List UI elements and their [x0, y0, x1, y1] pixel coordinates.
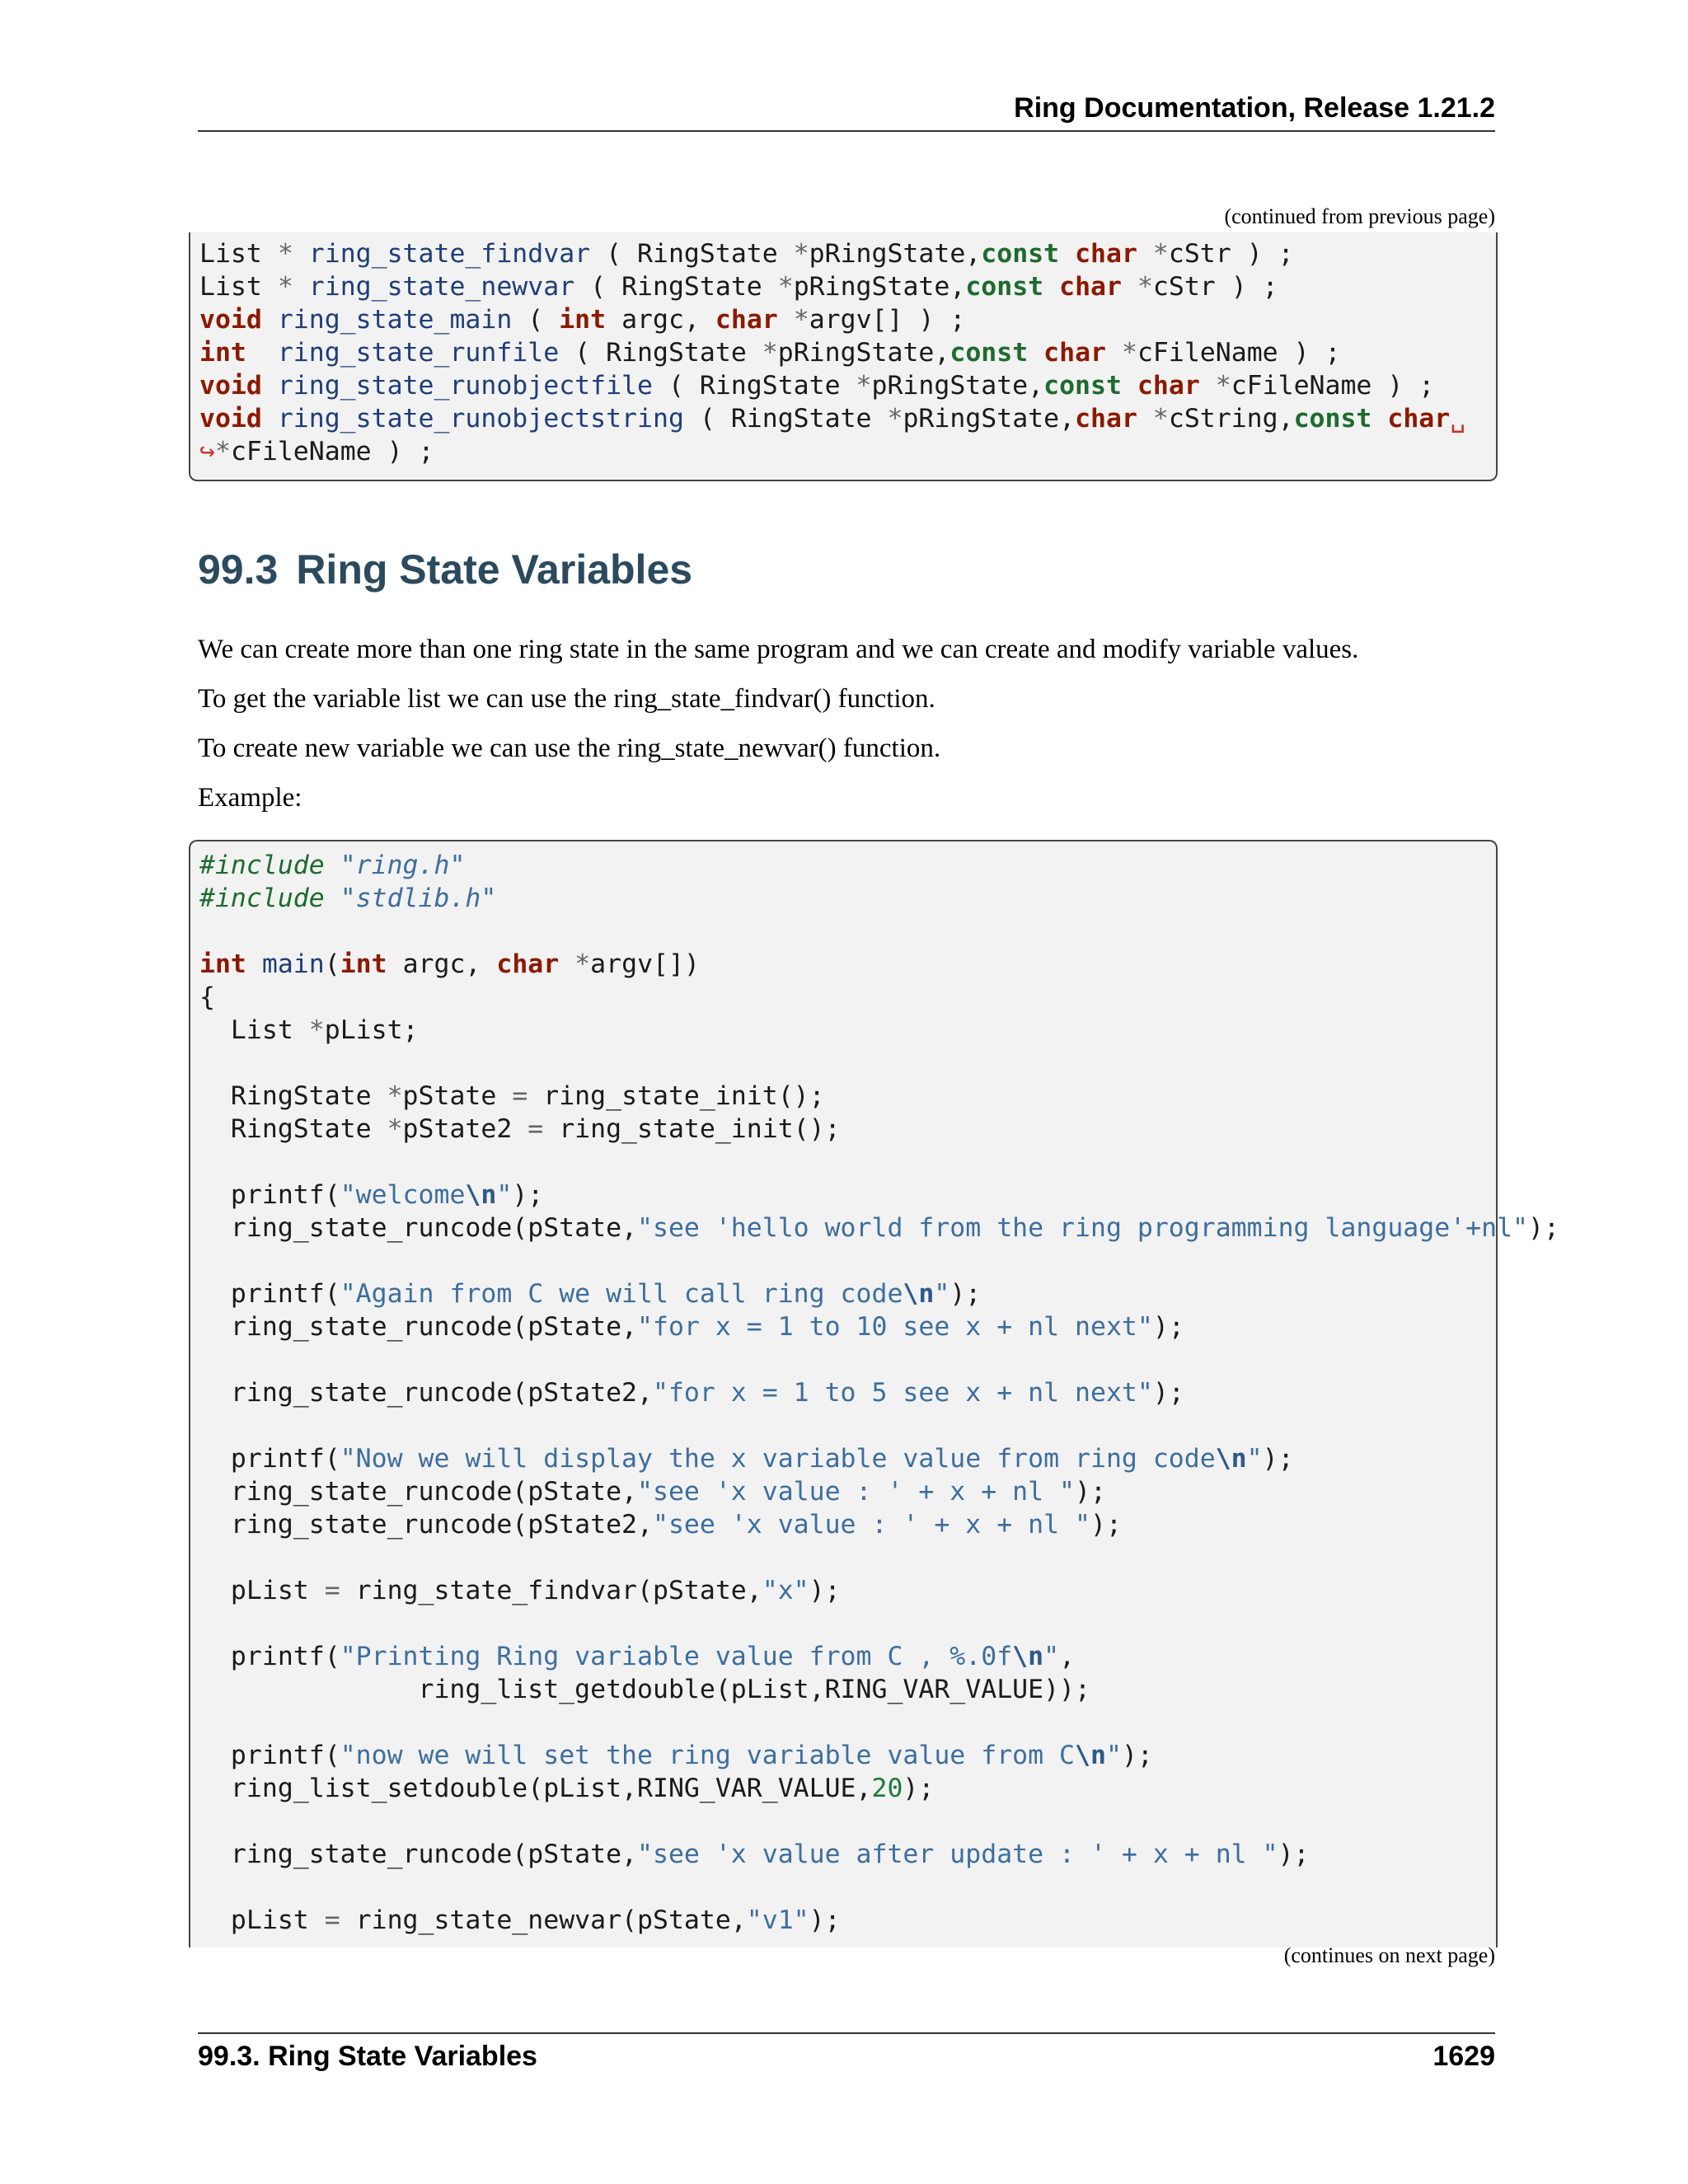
code-token: * [1215, 371, 1231, 401]
code-token: "Printing Ring variable value from C , %.0f [340, 1642, 1013, 1671]
code-token: ); [950, 1279, 982, 1309]
code-token: int [199, 949, 246, 979]
code-token: int [559, 305, 607, 335]
code-token: ↪ [199, 437, 215, 466]
code-token: ring_state_init(); [543, 1114, 841, 1144]
code-token: const [950, 338, 1029, 368]
code-line [199, 435, 1496, 468]
code-token: * [793, 305, 809, 335]
code-token: * [387, 1081, 403, 1111]
code-token [1028, 338, 1043, 368]
code-token: * [1137, 272, 1153, 302]
code-token: const [1293, 404, 1372, 434]
paragraph-findvar: To get the variable list we can use the ring_state_findvar() function. [198, 684, 935, 714]
code-token: char [1075, 404, 1137, 434]
code-token: ring_state_runcode(pState2, [199, 1510, 653, 1540]
code-token: cString, [1168, 404, 1294, 434]
code-token: * [856, 371, 872, 401]
code-token: ( [512, 305, 560, 335]
code-line [199, 1047, 1496, 1080]
code-token: ( [324, 949, 340, 979]
code-token: char [715, 305, 778, 335]
code-token: ); [809, 1576, 841, 1605]
code-token: * [387, 1114, 403, 1144]
code-token: " [934, 1279, 950, 1309]
code-token: cStr ) ; [1168, 239, 1294, 269]
code-token: ring_state_runcode(pState2, [199, 1378, 653, 1408]
code-token: \n [903, 1279, 935, 1309]
code-token: "for x = 1 to 10 see x + nl next" [637, 1312, 1153, 1342]
code-line [199, 369, 1496, 402]
code-token: ring_state_newvar(pState, [340, 1905, 747, 1935]
code-token: = [324, 1905, 340, 1935]
code-token: "Now we will display the x variable value from ring code [340, 1444, 1216, 1474]
running-header-title: Ring Documentation, Release 1.21.2 [1014, 92, 1495, 124]
code-line [199, 1871, 1496, 1904]
paragraph-newvar: To create new variable we can use the ring_state_newvar() function. [198, 733, 941, 763]
code-token: #include [199, 883, 325, 913]
code-token: const [965, 272, 1044, 302]
code-token: char [496, 949, 560, 979]
code-token: pRingState, [793, 272, 966, 302]
code-line [199, 237, 1496, 270]
continued-from-caption: (continued from previous page) [1224, 204, 1495, 228]
code-token: pList [199, 1905, 325, 1935]
code-token: = [324, 1576, 340, 1605]
code-token: ring_state_runcode(pState, [199, 1840, 638, 1869]
code-token: ); [1121, 1741, 1153, 1770]
code-token: "ring.h" [340, 851, 466, 880]
code-token: * [1152, 239, 1169, 269]
code-token [1043, 272, 1059, 302]
code-line [199, 1212, 1559, 1244]
code-token: " [1043, 1642, 1060, 1671]
code-token: ); [809, 1905, 841, 1935]
code-line [199, 1673, 1496, 1706]
code-line [199, 1739, 1496, 1772]
code-token: ring_state_runcode(pState, [199, 1477, 638, 1507]
code-line [199, 915, 1496, 948]
code-token: cFileName ) ; [230, 437, 434, 466]
code-token: * [277, 272, 293, 302]
code-token: ␣ [1450, 404, 1466, 434]
code-token: "for x = 1 to 5 see x + nl next" [652, 1378, 1153, 1408]
code-token: "see 'x value : ' + x + nl " [652, 1510, 1090, 1540]
code-token: * [1121, 338, 1137, 368]
code-token [262, 371, 278, 401]
code-token [778, 305, 794, 335]
code-token: ); [903, 1774, 935, 1803]
code-token: * [574, 949, 591, 979]
code-token: ring_state_init(); [528, 1081, 825, 1111]
code-line [199, 270, 1496, 303]
code-token: * [762, 338, 778, 368]
code-token [1137, 239, 1153, 269]
code-token: argc, [606, 305, 715, 335]
code-token: pRingState, [809, 239, 982, 269]
code-token: cStr ) ; [1152, 272, 1278, 302]
section-heading [198, 546, 692, 593]
code-token: pRingState, [871, 371, 1044, 401]
code-token: ( RingState [652, 371, 856, 401]
code-line [199, 1607, 1496, 1640]
code-token: ); [1528, 1213, 1559, 1243]
code-token: \n [1012, 1642, 1044, 1671]
code-line [199, 1179, 1496, 1212]
code-token: char [1137, 371, 1200, 401]
code-token: ring_state_findvar(pState, [340, 1576, 762, 1605]
code-line [199, 1838, 1496, 1871]
code-line [199, 336, 1496, 369]
code-token: ); [1278, 1840, 1310, 1869]
code-token: "x" [762, 1576, 809, 1605]
code-token: printf( [199, 1444, 340, 1474]
code-token [1122, 371, 1137, 401]
code-line [199, 1343, 1496, 1376]
code-token: pRingState, [903, 404, 1076, 434]
code-token: int [340, 949, 387, 979]
code-token: argv[]) [590, 949, 700, 979]
code-token: \n [465, 1180, 497, 1210]
section-title-text: Ring State Variables [296, 546, 693, 593]
code-token: RingState [199, 1114, 387, 1144]
code-token [1372, 404, 1387, 434]
code-line [199, 303, 1496, 336]
code-token [325, 851, 340, 880]
code-token: "see 'x value after update : ' + x + nl " [637, 1840, 1278, 1869]
code-line [199, 1640, 1496, 1673]
code-token: List [199, 272, 278, 302]
code-token: ring_state_newvar [308, 272, 575, 302]
code-token: char [1075, 239, 1137, 269]
code-token: * [793, 239, 809, 269]
code-line [199, 1244, 1496, 1277]
code-token: ); [512, 1180, 544, 1210]
code-token: ring_list_setdouble(pList,RING_VAR_VALUE, [199, 1774, 872, 1803]
code-line [199, 1113, 1496, 1146]
paragraph-intro: We can create more than one ring state in the same program and we can create and modify variable values. [198, 635, 1359, 664]
code-token [293, 272, 309, 302]
code-token [246, 949, 262, 979]
code-line [199, 1805, 1496, 1838]
code-token: ( RingState [683, 404, 888, 434]
code-token: * [214, 437, 231, 466]
code-line [199, 1277, 1496, 1310]
code-line [199, 1706, 1496, 1739]
code-token: "Again from C we will call ring code [340, 1279, 903, 1309]
code-token: argv[] ) ; [809, 305, 966, 335]
code-line [199, 1080, 1496, 1113]
code-token: "see 'x value : ' + x + nl " [637, 1477, 1076, 1507]
code-token: ring_list_getdouble(pList,RING_VAR_VALUE)); [199, 1675, 1090, 1704]
section-number: 99.3 [198, 546, 279, 593]
code-token: RingState [199, 1081, 387, 1111]
code-token: pList; [324, 1015, 419, 1045]
footer-section-label: 99.3. Ring State Variables [198, 2041, 537, 2072]
code-token: " [1105, 1741, 1122, 1770]
code-token [1137, 404, 1153, 434]
code-token: ); [1152, 1378, 1184, 1408]
footer-page-number: 1629 [1432, 2041, 1495, 2072]
code-line [199, 1310, 1496, 1343]
code-token: printf( [199, 1741, 340, 1770]
code-token: "stdlib.h" [340, 883, 497, 913]
code-line [199, 1541, 1496, 1574]
code-line [199, 1442, 1496, 1475]
code-token [246, 338, 278, 368]
code-token: List [199, 1015, 309, 1045]
code-token: * [1152, 404, 1169, 434]
code-token: ); [1075, 1477, 1106, 1507]
code-line [199, 1376, 1496, 1409]
code-token: char [1059, 272, 1122, 302]
code-token: * [277, 239, 293, 269]
code-token [1200, 371, 1216, 401]
code-token: "welcome [340, 1180, 466, 1210]
code-token: " [1246, 1444, 1263, 1474]
code-token: " [496, 1180, 513, 1210]
code-line [199, 1508, 1496, 1541]
paragraph-example-label: Example: [198, 783, 302, 813]
code-token: ring_state_runfile [277, 338, 560, 368]
code-token: void [199, 404, 262, 434]
code-token: ( RingState [590, 239, 794, 269]
code-token: * [887, 404, 903, 434]
code-token: = [528, 1114, 544, 1144]
code-token: { [199, 982, 215, 1012]
code-line [199, 1146, 1496, 1179]
code-token: ); [1090, 1510, 1122, 1540]
code-line [199, 882, 1496, 915]
code-token: pState [402, 1081, 513, 1111]
code-line [199, 1772, 1496, 1805]
code-token: pList [199, 1576, 325, 1605]
code-block-prototypes [189, 232, 1498, 481]
code-token [1106, 338, 1122, 368]
code-line [199, 1574, 1496, 1607]
code-token: "see 'hello world from the ring programming language'+nl" [637, 1213, 1528, 1243]
code-token [1122, 272, 1137, 302]
code-token: const [981, 239, 1060, 269]
code-token: "now we will set the ring variable value from C [340, 1741, 1076, 1770]
code-token: ring_state_runcode(pState, [199, 1312, 638, 1342]
code-token: cFileName ) ; [1137, 338, 1341, 368]
code-token: int [199, 338, 246, 368]
code-token: const [1043, 371, 1122, 401]
code-token: #include [199, 851, 325, 880]
code-token: ring_state_main [277, 305, 513, 335]
code-block-example [189, 840, 1559, 1947]
code-line [199, 402, 1496, 435]
code-token: ( RingState [559, 338, 762, 368]
code-token: void [199, 305, 262, 335]
code-token: List [199, 239, 278, 269]
code-line [199, 1904, 1496, 1937]
code-line [199, 948, 1496, 981]
code-token: "v1" [746, 1905, 809, 1935]
code-line [199, 1409, 1496, 1442]
code-token: ring_state_runobjectfile [277, 371, 653, 401]
code-token [293, 239, 309, 269]
code-token: * [308, 1015, 325, 1045]
code-token: char [1387, 404, 1451, 434]
code-token [325, 883, 340, 913]
code-token: pState2 [402, 1114, 528, 1144]
code-token: char [1043, 338, 1107, 368]
code-token: ring_state_runcode(pState, [199, 1213, 638, 1243]
code-token: ring_state_runobjectstring [277, 404, 684, 434]
code-token: ring_state_findvar [308, 239, 591, 269]
footer-divider [198, 2032, 1495, 2034]
code-token [262, 404, 278, 434]
code-token: ); [1262, 1444, 1294, 1474]
code-token: \n [1215, 1444, 1247, 1474]
code-token [1059, 239, 1075, 269]
continues-on-caption: (continues on next page) [1283, 1943, 1495, 1967]
code-token: printf( [199, 1180, 340, 1210]
code-token [262, 305, 278, 335]
code-line [199, 1014, 1496, 1047]
header-divider [198, 130, 1495, 132]
code-token: ( RingState [574, 272, 778, 302]
code-line [199, 1475, 1496, 1508]
code-token [559, 949, 574, 979]
code-line [199, 981, 1496, 1014]
code-token: 20 [871, 1774, 903, 1803]
code-token: void [199, 371, 262, 401]
code-token: cFileName ) ; [1231, 371, 1435, 401]
code-token: , [1059, 1642, 1076, 1671]
code-token: argc, [387, 949, 497, 979]
code-token: printf( [199, 1642, 340, 1671]
code-line [199, 849, 1496, 882]
code-token: = [512, 1081, 528, 1111]
code-token: pRingState, [777, 338, 950, 368]
code-token: main [261, 949, 325, 979]
code-token: printf( [199, 1279, 340, 1309]
code-token: ); [1152, 1312, 1184, 1342]
code-token: * [777, 272, 794, 302]
code-token: \n [1075, 1741, 1106, 1770]
